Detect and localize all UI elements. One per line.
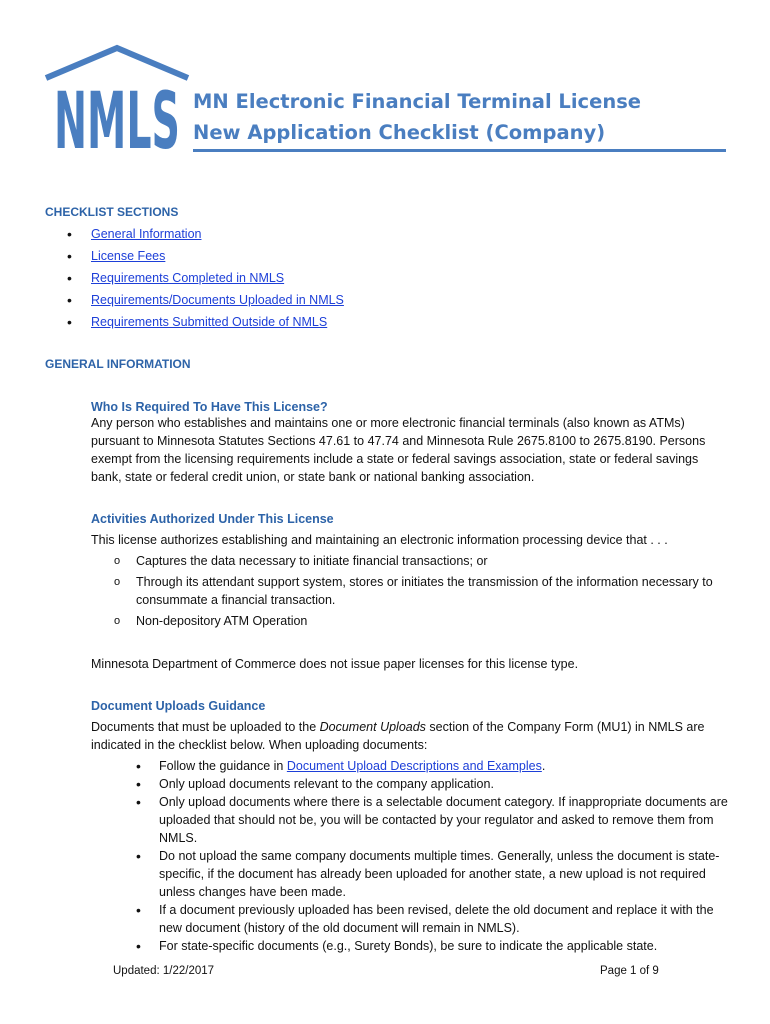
checklist-sections-list	[45, 224, 344, 334]
toc-link-license-fees[interactable]: License Fees	[91, 249, 166, 263]
title-line-2: New Application Checklist (Company)	[193, 121, 606, 144]
activity-item: o Captures the data necessary to initiate financial transactions; or	[91, 552, 731, 570]
guidance-post: .	[541, 759, 546, 773]
upload-guidance-item: • For state-specific documents (e.g., Surety Bonds), be sure to indicate the applicable state.	[91, 937, 731, 955]
footer-updated-date: Updated: 1/22/2017	[113, 965, 215, 977]
document-uploads-heading: Document Uploads Guidance	[91, 699, 266, 713]
guidance-pre: Follow the guidance in	[159, 759, 287, 773]
activities-list	[91, 552, 731, 633]
uploads-intro-post: section of the Company Form (MU1) in NMLS are indicated in the checklist below. When uploading documents:	[91, 720, 705, 752]
uploads-intro-emphasis: Document Uploads	[319, 720, 426, 734]
toc-item-license-fees	[45, 246, 344, 268]
general-information-heading: GENERAL INFORMATION	[45, 357, 191, 371]
document-uploads-intro	[91, 718, 731, 754]
activities-intro: This license authorizes establishing and maintaining an electronic information processing device that . . .	[91, 533, 668, 547]
toc-link-general-information[interactable]: General Information	[91, 227, 202, 241]
checklist-sections-heading: CHECKLIST SECTIONS	[45, 205, 179, 219]
document-upload-descriptions-link[interactable]: Document Upload Descriptions and Examples	[286, 759, 542, 773]
footer-page-number: Page 1 of 9	[600, 965, 659, 977]
toc-item-requirements-uploaded	[45, 290, 344, 312]
activity-item: o Through its attendant support system, stores or initiates the transmission of the information necessary to consummate a financial transaction.	[91, 573, 731, 609]
who-required-text: Any person who establishes and maintains one or more electronic financial terminals (also known as ATMs) pursuant to Minnesota Statutes Sections 47.61 to 47.74 and Minnesota Rule 2675.8100 to 2675.8190. Persons exempt from the licensing requirements include a state or federal savings association, state or federal savings bank, state or federal credit union, or state bank or national banking association.	[91, 416, 706, 484]
toc-item-requirements-completed	[45, 268, 344, 290]
activity-item: o Non-depository ATM Operation	[91, 612, 731, 630]
upload-guidance-item: • Only upload documents where there is a selectable document category. If inappropriate documents are uploaded that should not be, you will be contacted by your regulator and asked to remove them from NMLS.	[91, 793, 731, 847]
nmls-logo	[42, 44, 192, 167]
logo-roof	[46, 48, 188, 78]
paper-license-note: Minnesota Department of Commerce does not issue paper licenses for this license type.	[91, 657, 579, 671]
logo-text: NMLS	[54, 77, 180, 167]
toc-link-requirements-completed[interactable]: Requirements Completed in NMLS	[91, 271, 285, 285]
toc-link-requirements-uploaded[interactable]: Requirements/Documents Uploaded in NMLS	[91, 293, 344, 307]
upload-guidance-list	[91, 757, 731, 955]
upload-guidance-item: • Do not upload the same company documents multiple times. Generally, unless the document is state-specific, if the document has already been uploaded for another state, a new upload is not required unless changes have been made.	[91, 847, 731, 901]
title-line-1: MN Electronic Financial Terminal License	[193, 90, 642, 113]
document-title	[193, 86, 641, 148]
toc-link-requirements-outside[interactable]: Requirements Submitted Outside of NMLS	[91, 315, 328, 329]
upload-guidance-item	[91, 757, 731, 775]
upload-guidance-item: • If a document previously uploaded has been revised, delete the old document and replace it with the new document (history of the old document will remain in NMLS).	[91, 901, 731, 937]
who-required-heading: Who Is Required To Have This License?	[91, 400, 328, 414]
toc-item-requirements-outside	[45, 312, 344, 334]
upload-guidance-item: • Only upload documents relevant to the company application.	[91, 775, 731, 793]
title-underline	[193, 149, 726, 152]
activities-heading: Activities Authorized Under This License	[91, 512, 334, 526]
uploads-intro-pre: Documents that must be uploaded to the	[91, 720, 320, 734]
toc-item-general-information	[45, 224, 344, 246]
